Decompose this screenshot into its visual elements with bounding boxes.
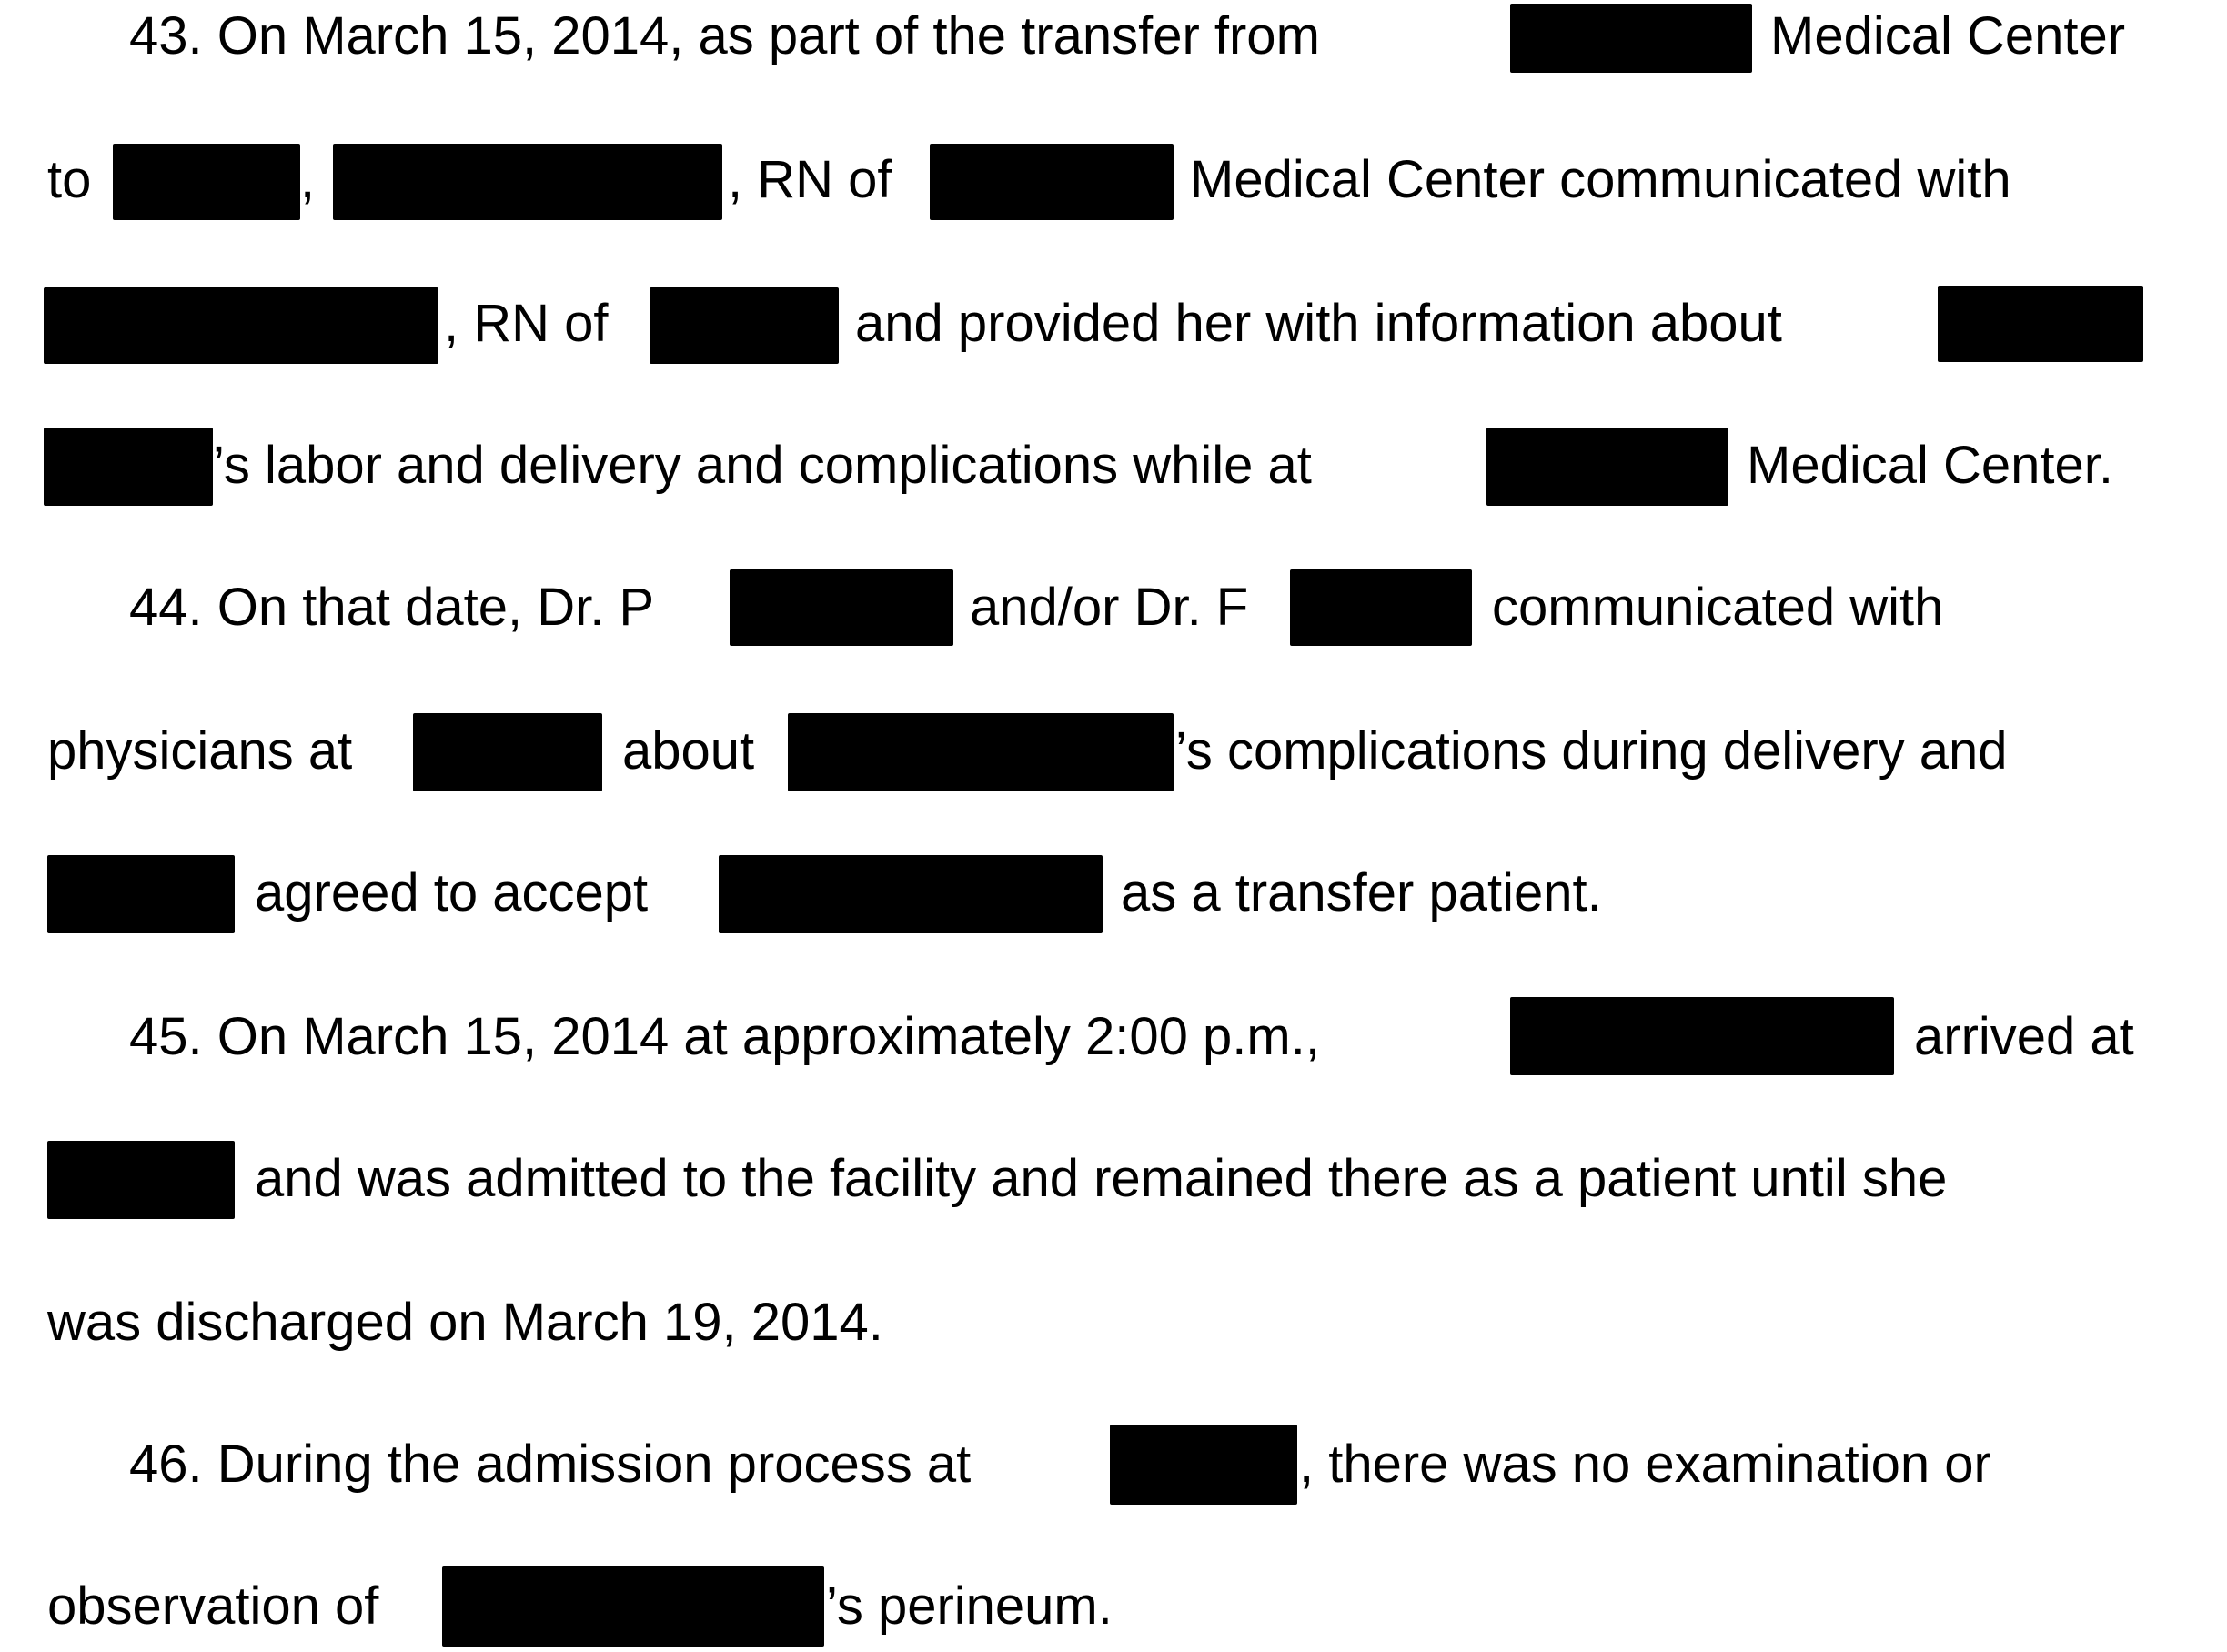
redaction-box bbox=[47, 855, 235, 933]
text-segment: arrived at bbox=[1914, 1007, 2134, 1066]
text-segment: physicians at bbox=[47, 721, 353, 781]
text-segment: 45. On March 15, 2014 at approximately 2:00 p.m., bbox=[129, 1007, 1320, 1066]
redaction-box bbox=[1938, 286, 2143, 362]
redaction-box bbox=[1290, 569, 1472, 646]
redaction-box bbox=[1110, 1425, 1297, 1505]
redaction-box bbox=[788, 713, 1174, 791]
text-segment: and/or Dr. F bbox=[970, 578, 1249, 637]
redaction-box bbox=[1510, 4, 1752, 73]
text-segment: agreed to accept bbox=[255, 863, 649, 922]
text-segment: as a transfer patient. bbox=[1121, 863, 1602, 922]
redaction-box bbox=[930, 144, 1174, 220]
text-segment: ’s labor and delivery and complications while at bbox=[213, 436, 1312, 495]
text-segment: Medical Center bbox=[1770, 6, 2126, 65]
text-segment: about bbox=[622, 721, 755, 781]
redaction-box bbox=[730, 569, 953, 646]
text-segment: to bbox=[47, 150, 92, 209]
redaction-box bbox=[1486, 428, 1728, 506]
text-segment: 43. On March 15, 2014, as part of the transfer from bbox=[129, 6, 1320, 65]
redaction-box bbox=[719, 855, 1103, 933]
redaction-box bbox=[442, 1566, 824, 1647]
text-segment: and was admitted to the facility and remained there as a patient until she bbox=[255, 1149, 1948, 1208]
redaction-box bbox=[113, 144, 300, 220]
text-segment: , RN of bbox=[728, 150, 892, 209]
text-segment: and provided her with information about bbox=[855, 294, 1782, 353]
text-segment: communicated with bbox=[1492, 578, 1944, 637]
text-segment: 44. On that date, Dr. P bbox=[129, 578, 655, 637]
redaction-box bbox=[44, 428, 213, 506]
text-segment: ’s complications during delivery and bbox=[1175, 721, 2008, 781]
text-segment: 46. During the admission process at bbox=[129, 1435, 972, 1494]
text-segment: Medical Center communicated with bbox=[1190, 150, 2011, 209]
text-segment: was discharged on March 19, 2014. bbox=[47, 1293, 883, 1352]
redaction-box bbox=[333, 144, 722, 220]
text-segment: , there was no examination or bbox=[1299, 1435, 1991, 1494]
redaction-box bbox=[44, 287, 438, 364]
redaction-box bbox=[47, 1141, 235, 1219]
redaction-box bbox=[650, 287, 839, 364]
text-segment: , RN of bbox=[444, 294, 609, 353]
redaction-box bbox=[1510, 997, 1894, 1075]
redaction-box bbox=[413, 713, 602, 791]
text-segment: observation of bbox=[47, 1576, 379, 1636]
text-segment: ’s perineum. bbox=[826, 1576, 1113, 1636]
text-segment: Medical Center. bbox=[1747, 436, 2113, 495]
text-segment: , bbox=[300, 150, 316, 209]
